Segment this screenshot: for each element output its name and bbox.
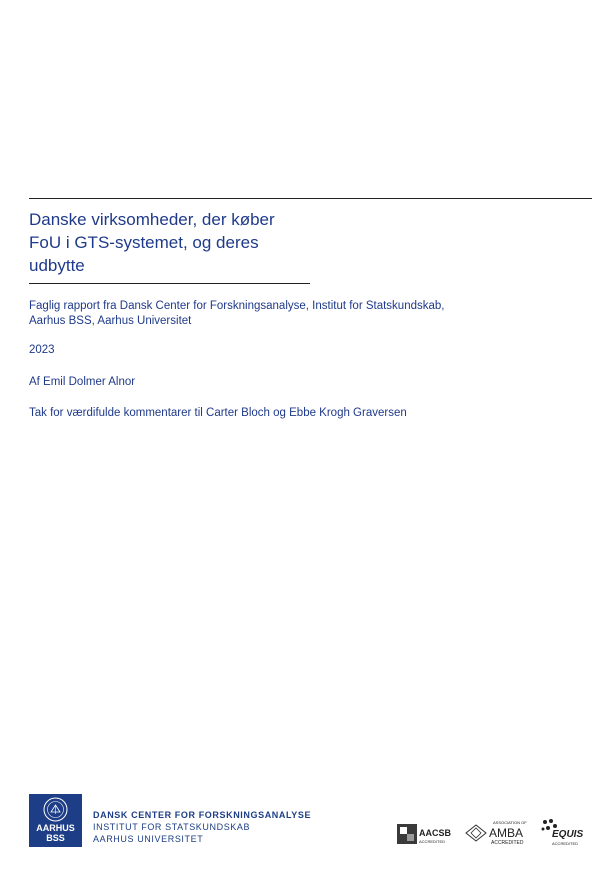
university-seal-icon <box>43 797 68 822</box>
report-title <box>29 208 349 277</box>
amba-label: AMBA <box>489 826 524 840</box>
amba-toplabel: ASSOCIATION OF <box>493 820 527 825</box>
institute-name: INSTITUT FOR STATSKUNDSKAB <box>93 822 251 832</box>
aacsb-accreditation-logo <box>397 818 453 848</box>
logo-line-aarhus: AARHUS <box>36 823 75 833</box>
aacsb-mark-icon <box>397 824 417 844</box>
aacsb-sublabel: ACCREDITED <box>419 839 446 844</box>
author-line: Af Emil Dolmer Alnor <box>29 376 136 388</box>
title-line-1: Danske virksomheder, der køber <box>29 210 275 229</box>
subtitle-line-2: Aarhus BSS, Aarhus Universitet <box>29 315 192 327</box>
aarhus-bss-logo <box>29 794 82 847</box>
report-subtitle <box>29 299 444 329</box>
top-rule <box>29 198 592 199</box>
logo-line-bss: BSS <box>46 833 65 843</box>
amba-sublabel: ACCREDITED <box>491 840 524 846</box>
acknowledgement-line: Tak for værdifulde kommentarer til Carter Bloch og Ebbe Krogh Graversen <box>29 407 407 419</box>
equis-label: EQUIS <box>552 829 584 840</box>
university-name: AARHUS UNIVERSITET <box>93 834 204 844</box>
center-name: DANSK CENTER FOR FORSKNINGSANALYSE <box>93 810 312 820</box>
institution-block <box>93 809 311 845</box>
amba-diamond-icon <box>465 824 487 842</box>
report-year: 2023 <box>29 344 55 356</box>
title-line-2: FoU i GTS-systemet, og deres <box>29 233 259 252</box>
subtitle-line-1: Faglig rapport fra Dansk Center for Forskningsanalyse, Institut for Statskundskab, <box>29 300 445 312</box>
amba-accreditation-logo <box>465 818 531 848</box>
title-rule <box>29 283 310 284</box>
equis-sublabel: ACCREDITED <box>552 841 579 846</box>
title-line-3: udbytte <box>29 256 85 275</box>
aacsb-label: AACSB <box>419 828 452 838</box>
equis-accreditation-logo <box>540 818 592 848</box>
